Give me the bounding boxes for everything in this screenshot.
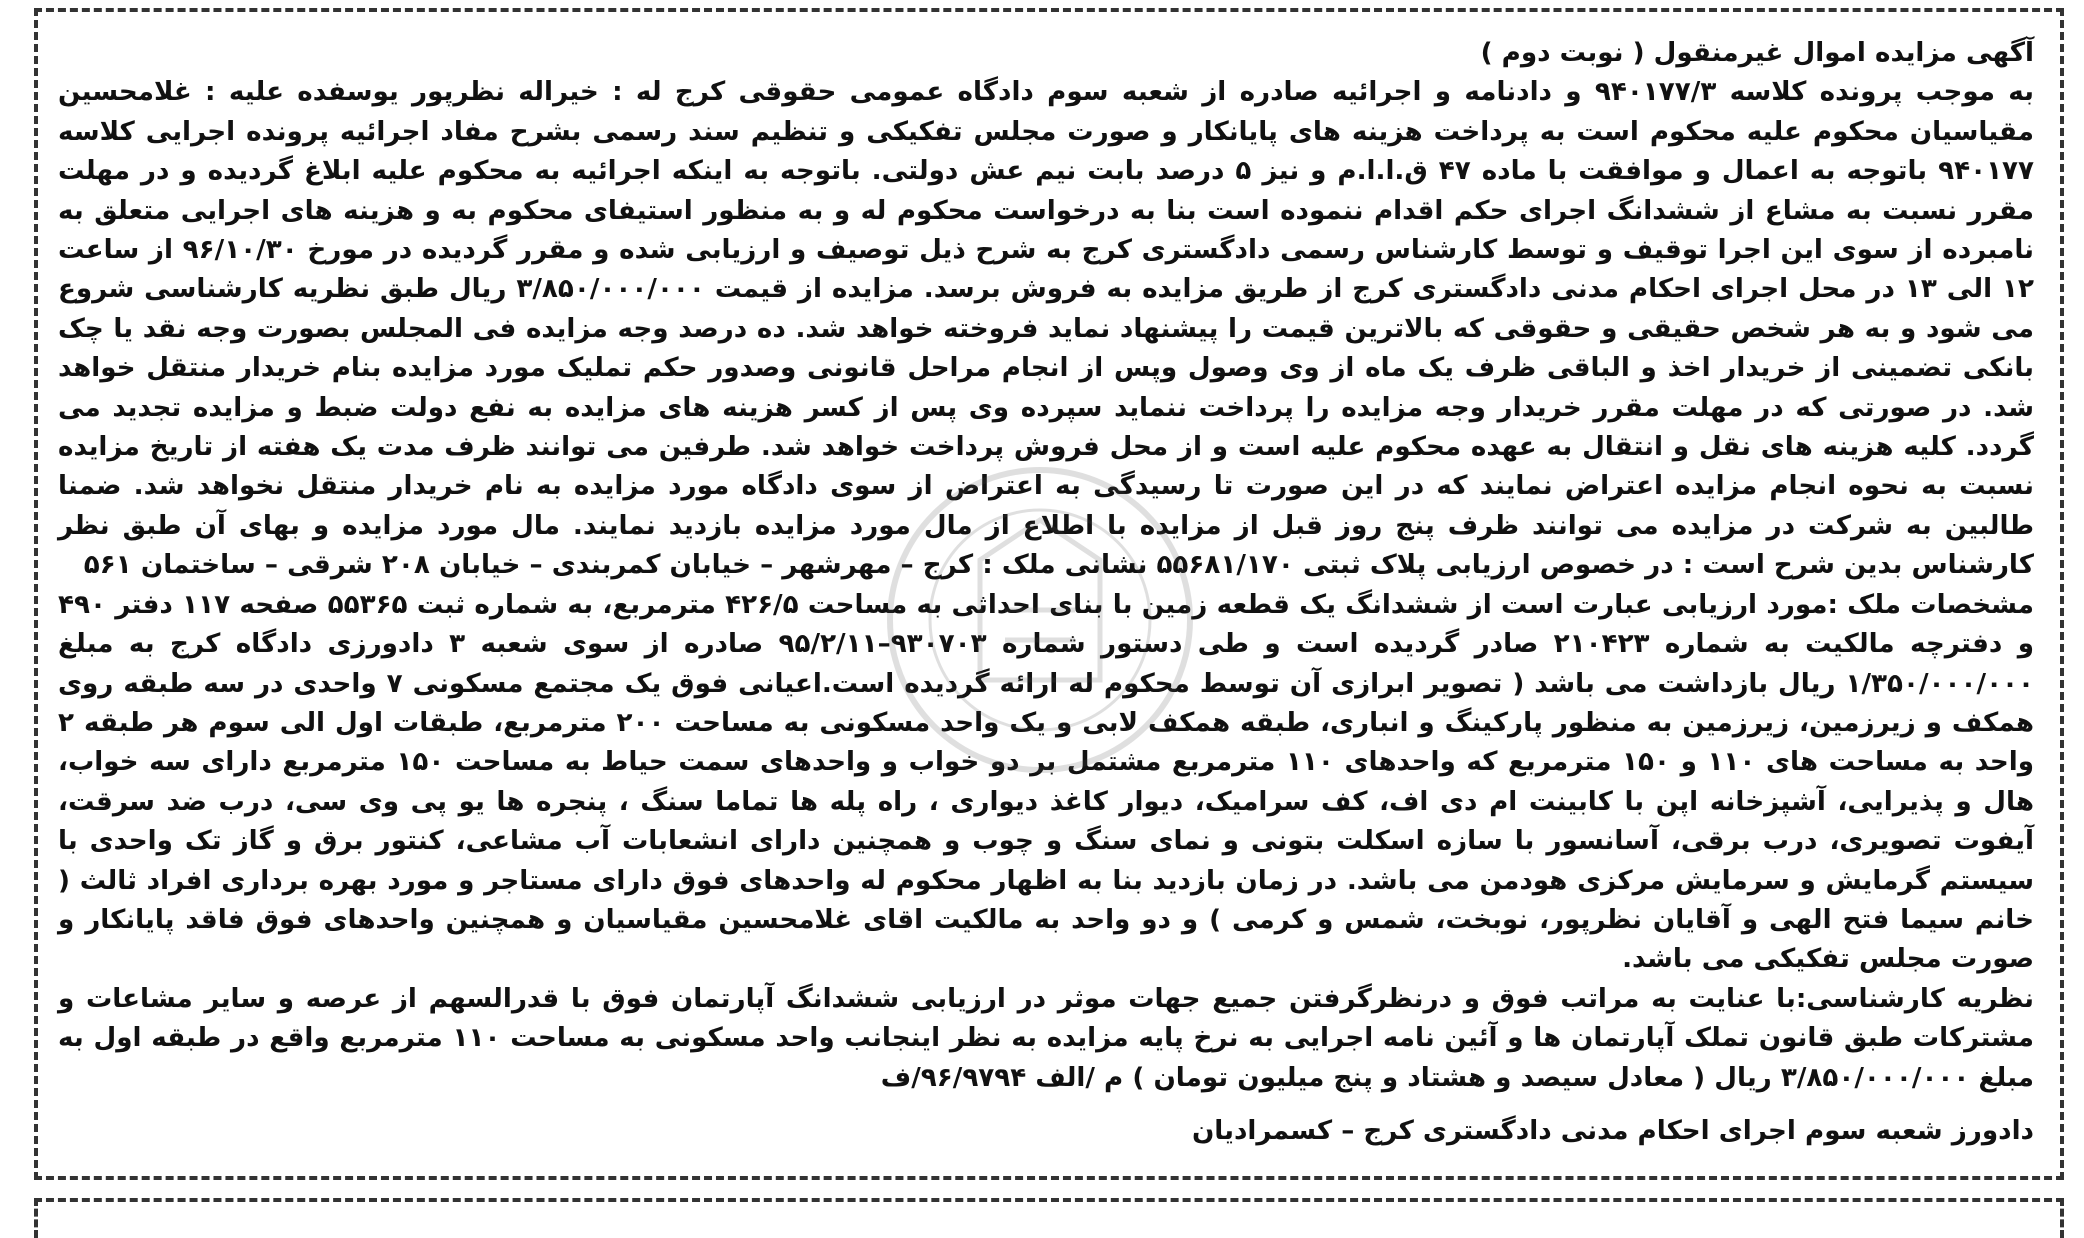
notice-title: آگهی مزایده اموال غیرمنقول ( نوبت دوم ) bbox=[1480, 38, 2034, 68]
notice-body bbox=[58, 34, 2034, 1151]
notice-signature: دادورز شعبه سوم اجرای احکام مدنی دادگستری کرج – کسمرادیان bbox=[1191, 1115, 2034, 1146]
notice-paragraph-property: مشخصات ملک :مورد ارزیابی عبارت است از ششدانگ یک قطعه زمین با بنای احداثی به مساحت ۴۲۶/۵ مترمربع، به شماره ثبت ۵۵۳۶۵ صفحه ۱۱۷ دفتر ۴۹۰ و دفترچه مالکیت به شماره ۲۱۰۴۲۳ صادر گردیده است و طی دستور شماره ۹۳۰۷۰۳–۹۵/۲/۱۱ صادره از سوی شعبه ۳ دادورزی دادگاه کرج به مبلغ ۱/۳۵۰/۰۰۰/۰۰۰ ریال بازداشت می باشد ( تصویر ابرازی آن توسط محکوم له ارائه گردیده است.اعیانی فوق یک مجتمع مسکونی ۷ واحدی در سه طبقه روی همکف و زیرزمین، زیرزمین به منظور پارکینگ و انباری، طبقه همکف لابی و یک واحد مسکونی به مساحت ۲۰۰ مترمربع، طبقات اول الی سوم هر طبقه ۲ واحد به مساحت های ۱۱۰ و ۱۵۰ مترمربع که واحدهای ۱۱۰ مترمربع مشتمل بر دو خواب و واحدهای سمت حیاط به مساحت ۱۵۰ مترمربع دارای سه خواب، هال و پذیرایی، آشپزخانه اپن با کابینت ام دی اف، کف سرامیک، دیوار کاغذ دیواری ، راه پله ها تماما سنگ ، پنجره ها یو پی وی سی، درب ضد سرقت، آیفوت تصویری، درب برقی، آسانسور با سازه اسکلت بتونی و نمای سنگ و چوب و همچنین دارای انشعابات آب مشاعی، کنتور برق و گاز تک واحدی با سیستم گرمایش و سرمایش مرکزی هودمن می باشد. در زمان بازدید بنا به اظهار محکوم له واحدهای فوق دارای مستاجر و مورد بهره برداری افراد ثالث ( خانم سیما فتح الهی و آقایان نظرپور، نوبخت، شمس و کرمی ) و دو واحد به مالکیت اقای غلامحسین مقیاسیان و همچنین واحدهای فوق فاقد پایانکار و صورت مجلس تفکیکی می باشد. bbox=[58, 589, 2035, 975]
notice-paragraph-case: به موجب پرونده کلاسه ۹۴۰۱۷۷/۳ و دادنامه و اجرائیه صادره از شعبه سوم دادگاه عمومی حقوقی کرج له : خیراله نظرپور یوسفده علیه : غلامحسین مقیاسیان محکوم علیه محکوم است به پرداخت هزینه های پایانکار و صورت مجلس تفکیکی و تنظیم سند رسمی بشرح مفاد اجرائیه پرونده اجرایی کلاسه ۹۴۰۱۷۷ باتوجه به اعمال و موافقت با ماده ۴۷ ق.ا.ا.م و نیز ۵ درصد بابت نیم عش دولتی. باتوجه به اینکه اجرائیه به محکوم علیه ابلاغ گردیده و در مهلت مقرر نسبت به مشاع از ششدانگ اجرای حکم اقدام ننموده است بنا به درخواست محکوم له و به منظور استیفای محکوم به و هزینه های اجرایی متعلق به نامبرده از سوی این اجرا توقیف و توسط کارشناس رسمی دادگستری کرج به شرح ذیل توصیف و ارزیابی شده و مقرر گردیده در مورخ ۹۶/۱۰/۳۰ از ساعت ۱۲ الی ۱۳ در محل اجرای احکام مدنی دادگستری کرج از طریق مزایده به فروش برسد. مزایده از قیمت ۳/۸۵۰/۰۰۰/۰۰۰ ریال طبق نظریه کارشناسی شروع می شود و به هر شخص حقیقی و حقوقی که بالاترین قیمت را پیشنهاد نماید فروخته خواهد شد. ده درصد وجه مزایده فی المجلس بصورت وجه نقد یا چک بانکی تضمینی از خریدار اخذ و الباقی ظرف یک ماه از وی وصول وپس از انجام مراحل قانونی وصدور حکم تملیک مورد مزایده بنام خریدار منتقل خواهد شد. در صورتی که در مهلت مقرر خریدار وجه مزایده را پرداخت ننماید سپرده وی پس از کسر هزینه های مزایده به نفع دولت ضبط و مزایده تجدید می گردد. کلیه هزینه های نقل و انتقال به عهده محکوم علیه است و از محل فروش پرداخت خواهد شد. طرفین می توانند ظرف مدت یک هفته از تاریخ مزایده نسبت به نحوه انجام مزایده اعتراض نمایند که در این صورت تا رسیدگی به اعتراض از سوی دادگاه مورد مزایده به نام خریدار منتقل نخواهد شد. ضمنا طالبین به شرکت در مزایده می توانند ظرف پنج روز قبل از مزایده با اطلاع از مال مورد مزایده بازدید نمایند. مال مورد مزایده و بهای آن طبق نظر کارشناس بدین شرح است : در خصوص ارزیابی پلاک ثبتی ۵۵۶۸۱/۱۷۰ نشانی ملک : کرج – مهرشهر – خیابان کمربندی – خیابان ۲۰۸ شرقی – ساختمان ۵۶۱ bbox=[58, 77, 2035, 581]
notice-paragraph-expert-opinion: نظریه کارشناسی:با عنایت به مراتب فوق و درنظرگرفتن جمیع جهات موثر در ارزیابی ششدانگ آپارتمان فوق با قدرالسهم از عرصه و سایر مشاعات و مشترکات طبق قانون تملک آپارتمان ها و آئین نامه اجرایی به نرخ پایه مزایده به نظر اینجانب واحد مسکونی به مساحت ۱۱۰ مترمربع واقع در طبقه اول به مبلغ ۳/۸۵۰/۰۰۰/۰۰۰ ریال ( معادل سیصد و هشتاد و پنج میلیون تومان ) م /الف ۹۶/۹۷۹۴/ف bbox=[58, 983, 2034, 1093]
next-notice-border bbox=[34, 1198, 2064, 1238]
auction-notice bbox=[34, 8, 2064, 1180]
